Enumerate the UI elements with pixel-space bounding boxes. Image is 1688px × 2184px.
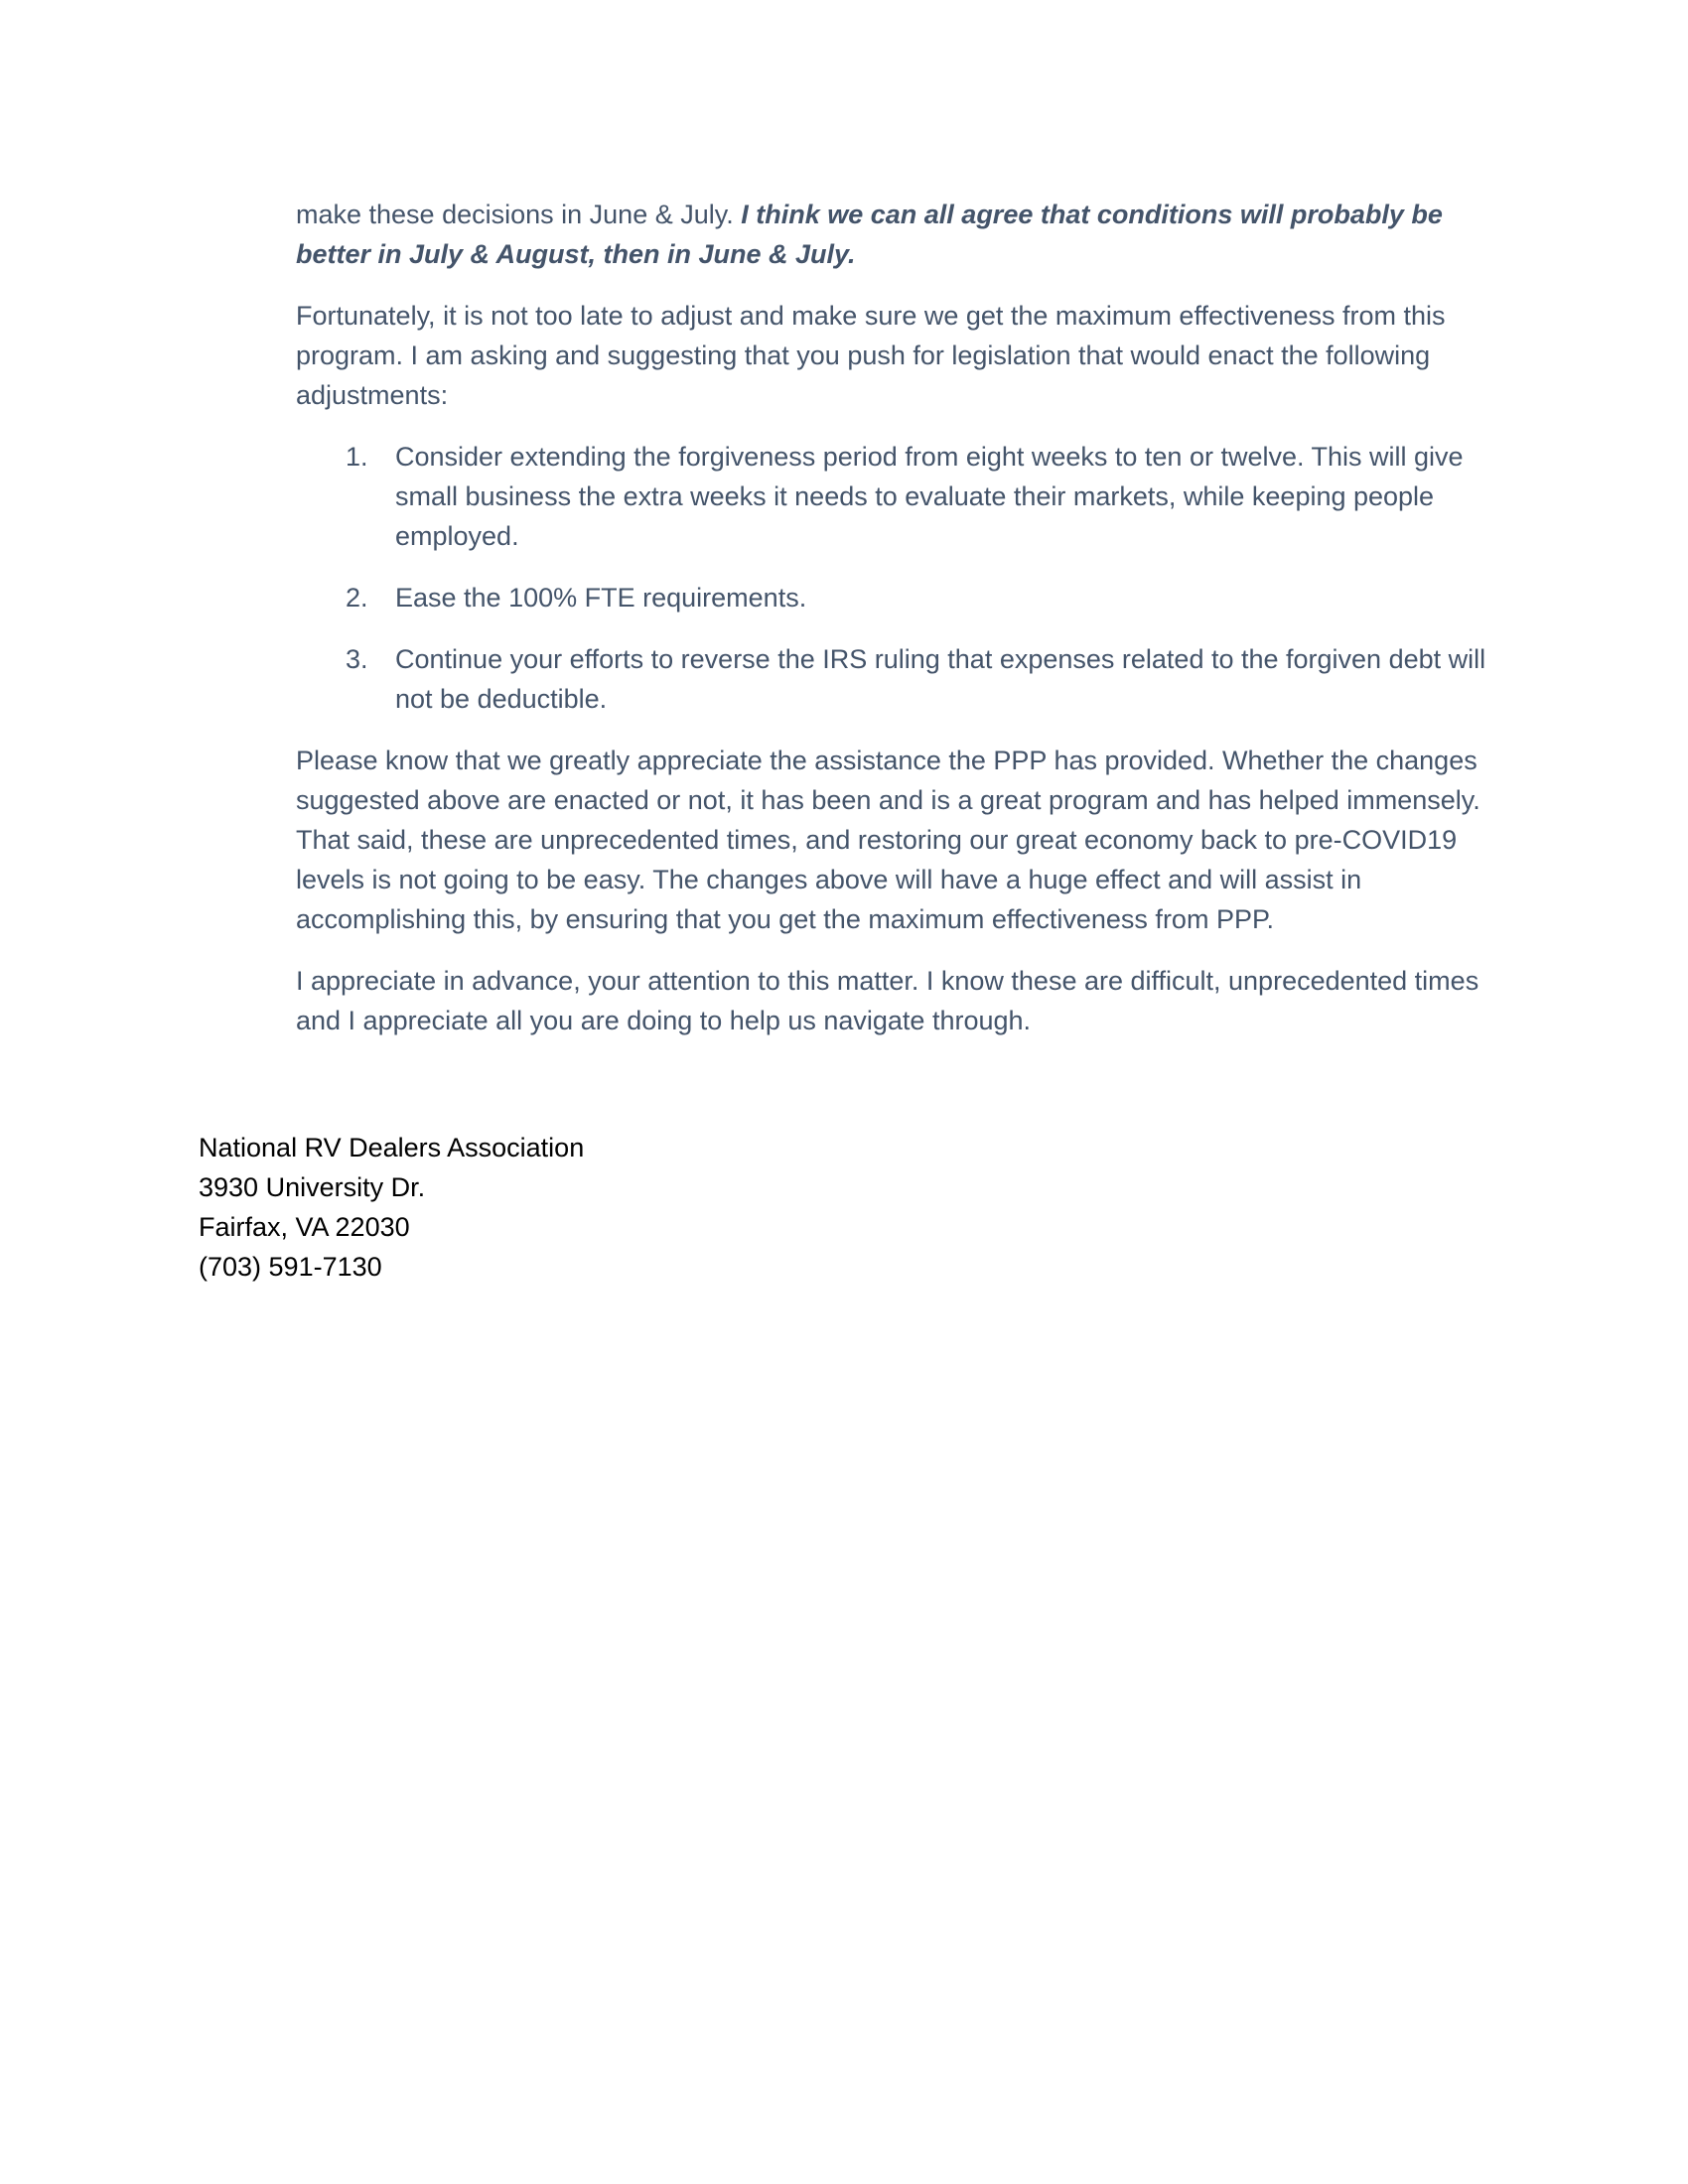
list-item-number: 2.: [346, 583, 368, 613]
letter-body: [296, 195, 1492, 1062]
list-item-text: Continue your efforts to reverse the IRS ruling that expenses related to the forgiven debt will not be deductible.: [395, 644, 1486, 714]
signature-block: [199, 1128, 584, 1287]
signature-phone: (703) 591-7130: [199, 1252, 382, 1282]
list-item: [296, 437, 1492, 556]
signature-city-state-zip: Fairfax, VA 22030: [199, 1212, 410, 1242]
list-item-text: Ease the 100% FTE requirements.: [395, 583, 807, 613]
paragraph-decisions-plain: make these decisions in June & July.: [296, 200, 742, 229]
list-item: [296, 578, 1492, 617]
paragraph-adjustments-intro: Fortunately, it is not too late to adjust and make sure we get the maximum effectiveness from this program. I am asking and suggesting that you push for legislation that would enact the following adjustments:: [296, 301, 1446, 410]
list-item: [296, 639, 1492, 719]
paragraph-decisions: [296, 195, 1492, 274]
list-item-number: 3.: [346, 644, 368, 674]
paragraph-closing: I appreciate in advance, your attention to this matter. I know these are difficult, unprecedented times and I appreciate all you are doing to help us navigate through.: [296, 966, 1479, 1035]
paragraph-appreciation: Please know that we greatly appreciate the assistance the PPP has provided. Whether the changes suggested above are enacted or not, it has been and is a great program and has helped immensely. That said, these are unprecedented times, and restoring our great economy back to pre-COVID19 levels is not going to be easy. The changes above will have a huge effect and will assist in accomplishing this, by ensuring that you get the maximum effectiveness from PPP.: [296, 746, 1480, 934]
list-item-number: 1.: [346, 442, 368, 472]
list-item-text: Consider extending the forgiveness period from eight weeks to ten or twelve. This will give small business the extra weeks it needs to evaluate their markets, while keeping people employed.: [395, 442, 1464, 551]
paragraph-decisions-emphasis: I think we can all agree that conditions will probably be better in July & August, then in June & July.: [296, 200, 1443, 269]
signature-street: 3930 University Dr.: [199, 1172, 426, 1202]
adjustments-list: [296, 437, 1492, 719]
signature-organization: National RV Dealers Association: [199, 1133, 585, 1162]
